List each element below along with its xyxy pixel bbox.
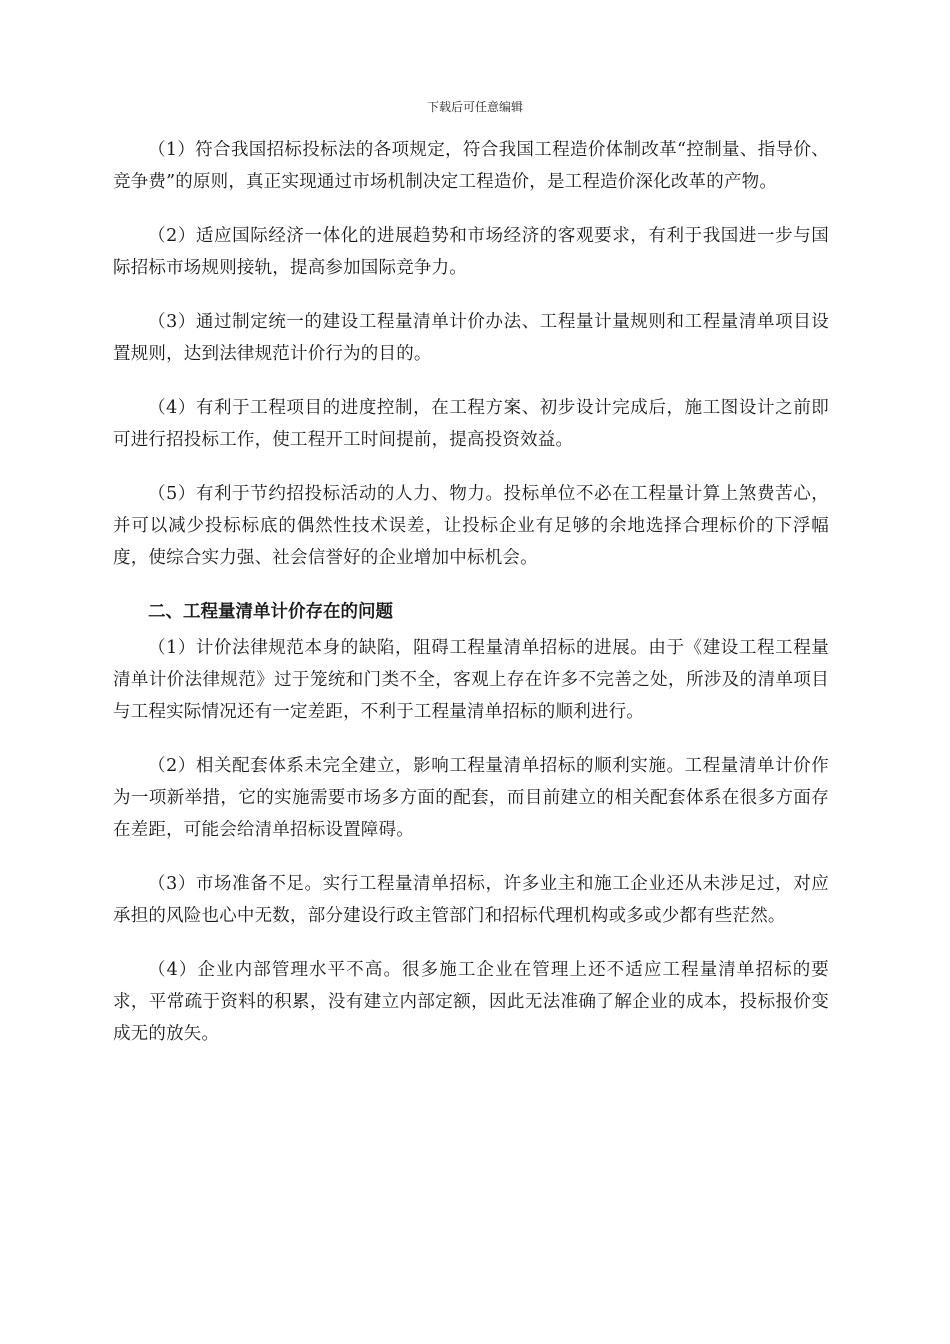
paragraph-1-4: （4）有利于工程项目的进度控制，在工程方案、初步设计完成后，施工图设计之前即可进行招投标工作，使工程开工时间提前，提高投资效益。 [113,398,829,450]
page-header: 下载后可任意编辑 [426,100,523,114]
paragraph-2-4: （4）企业内部管理水平不高。很多施工企业在管理上还不适应工程量清单招标的要求，平常疏于资料的积累，没有建立内部定额，因此无法准确了解企业的成本，投标报价变成无的放矢。 [113,960,829,1044]
paragraph-2-2: （2）相关配套体系未完全建立，影响工程量清单招标的顺利实施。工程量清单计价作为一项新举措，它的实施需要市场多方面的配套，而目前建立的相关配套体系在很多方面存在差距，可能会给清单招标设置障碍。 [113,756,829,840]
paragraph-1-1: （1）符合我国招标投标法的各项规定，符合我国工程造价体制改革“控制量、指导价、竞争费”的原则，真正实现通过市场机制决定工程造价，是工程造价深化改革的产物。 [113,140,829,192]
paragraph-1-5: （5）有利于节约招投标活动的人力、物力。投标单位不必在工程量计算上煞费苦心，并可以减少投标标底的偶然性技术误差，让投标企业有足够的余地选择合理标价的下浮幅度，使综合实力强、社会信誉好的企业增加中标机会。 [113,484,829,568]
paragraph-2-1: （1）计价法律规范本身的缺陷，阻碍工程量清单招标的进展。由于《建设工程工程量清单计价法律规范》过于笼统和门类不全，客观上存在许多不完善之处，所涉及的清单项目与工程实际情况还有一定差距，不利于工程量清单招标的顺利进行。 [113,638,829,722]
document-body [113,134,829,1072]
section-heading: 二、工程量清单计价存在的问题 [148,602,393,622]
paragraph-1-2: （2）适应国际经济一体化的进展趋势和市场经济的客观要求，有利于我国进一步与国际招标市场规则接轨，提高参加国际竞争力。 [113,226,829,278]
paragraph-1-3: （3）通过制定统一的建设工程量清单计价办法、工程量计量规则和工程量清单项目设置规则，达到法律规范计价行为的目的。 [113,312,829,364]
paragraph-2-3: （3）市场准备不足。实行工程量清单招标，许多业主和施工企业还从未涉足过，对应承担的风险也心中无数，部分建设行政主管部门和招标代理机构或多或少都有些茫然。 [113,874,829,926]
